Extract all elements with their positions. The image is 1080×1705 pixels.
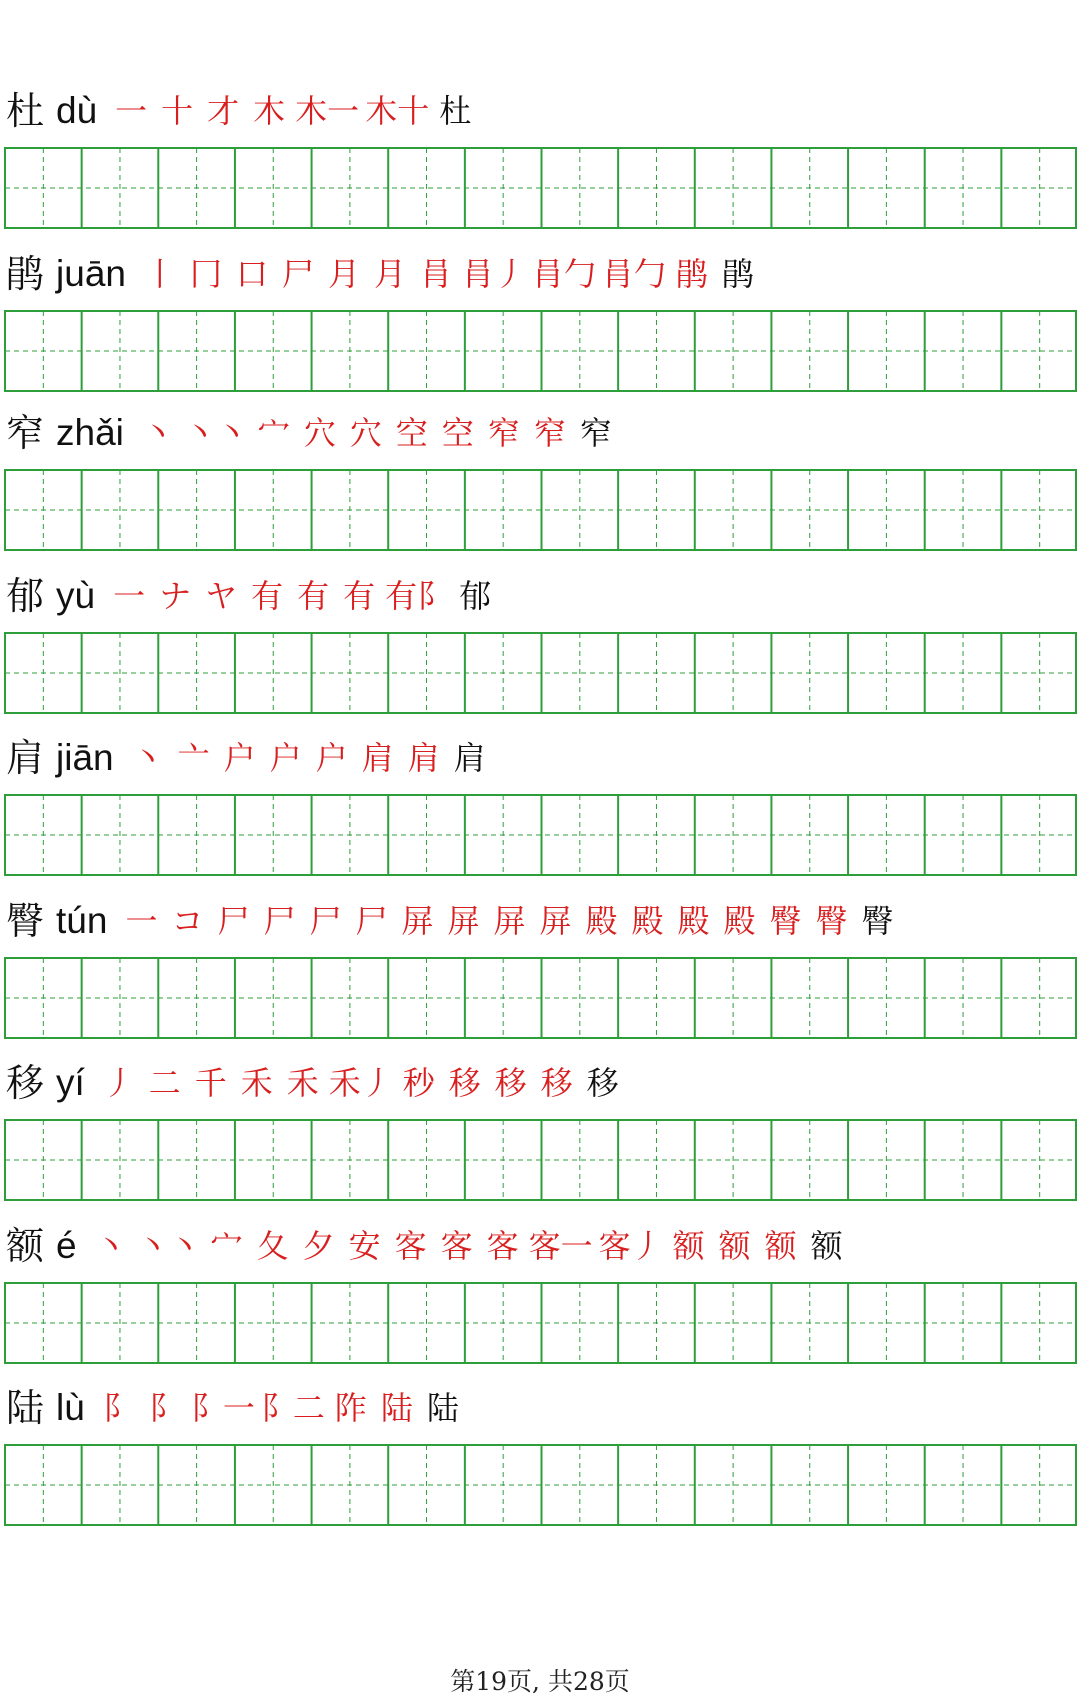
- stroke-step: 空: [441, 414, 474, 452]
- stroke-step: 客: [394, 1227, 427, 1265]
- stroke-step: 穴: [349, 414, 382, 452]
- stroke-order: [140, 252, 764, 296]
- stroke-step: 肙: [419, 255, 452, 293]
- stroke-step: 空: [395, 414, 428, 452]
- stroke-step: 鹃: [722, 255, 755, 293]
- stroke-step: 鹃: [676, 255, 709, 293]
- writing-grid[interactable]: [4, 147, 1077, 229]
- character: 肩: [6, 736, 45, 780]
- writing-grid[interactable]: [4, 1444, 1077, 1526]
- character: 臀: [6, 899, 45, 943]
- stroke-step: 户: [223, 739, 256, 777]
- stroke-order: [128, 736, 496, 780]
- stroke-step: 一: [113, 577, 146, 615]
- stroke-step: 客: [440, 1227, 473, 1265]
- stroke-step: 亠: [177, 739, 210, 777]
- stroke-step: 殿: [585, 902, 618, 940]
- stroke-step: 客丿: [598, 1227, 663, 1265]
- entry-heading: [6, 246, 764, 296]
- pinyin: yù: [56, 575, 96, 616]
- writing-grid[interactable]: [4, 1282, 1077, 1364]
- pinyin: dù: [56, 90, 98, 131]
- stroke-step: 殿: [631, 902, 664, 940]
- pinyin: jiān: [56, 737, 114, 778]
- writing-grid[interactable]: [4, 469, 1077, 551]
- stroke-step: 丨: [143, 255, 176, 293]
- stroke-step: 丿: [102, 1064, 135, 1102]
- page-footer: 第19页, 共28页: [450, 1667, 630, 1696]
- stroke-step: 有阝: [385, 577, 450, 615]
- stroke-step: 屏: [493, 902, 526, 940]
- stroke-order: [99, 1061, 629, 1105]
- stroke-step: 郁: [459, 577, 492, 615]
- stroke-order: [138, 411, 622, 455]
- stroke-step: 穴: [303, 414, 336, 452]
- stroke-step: 移: [494, 1064, 527, 1102]
- pinyin: tún: [56, 900, 108, 941]
- stroke-step: 二: [148, 1064, 181, 1102]
- stroke-step: 宀: [257, 414, 290, 452]
- stroke-step: 丶: [141, 414, 174, 452]
- character: 鹃: [6, 252, 45, 296]
- stroke-step: 月: [327, 255, 360, 293]
- stroke-step: 有: [297, 577, 330, 615]
- stroke-step: 才: [207, 92, 240, 130]
- writing-grid[interactable]: [4, 957, 1077, 1039]
- character: 陆: [6, 1386, 45, 1430]
- stroke-step: 移: [540, 1064, 573, 1102]
- pinyin: zhǎi: [56, 412, 124, 453]
- character: 郁: [6, 574, 45, 618]
- stroke-step: 窄: [487, 414, 520, 452]
- stroke-step: 额: [810, 1227, 843, 1265]
- stroke-step: 户: [269, 739, 302, 777]
- stroke-step: 额: [764, 1227, 797, 1265]
- stroke-step: 杜: [439, 92, 472, 130]
- stroke-step: ナ: [159, 577, 192, 615]
- stroke-step: 阝: [148, 1389, 181, 1427]
- stroke-order: [109, 574, 501, 618]
- stroke-step: 冂: [189, 255, 222, 293]
- stroke-step: 臀: [769, 902, 802, 940]
- entry-heading: [6, 568, 501, 618]
- stroke-step: 口: [235, 255, 268, 293]
- stroke-order: [99, 1386, 469, 1430]
- stroke-step: 额: [672, 1227, 705, 1265]
- writing-grid[interactable]: [4, 1119, 1077, 1201]
- character: 移: [6, 1061, 45, 1105]
- stroke-step: ヤ: [205, 577, 238, 615]
- entry-heading: [6, 1218, 853, 1268]
- stroke-step: 丶: [131, 739, 164, 777]
- stroke-step: 月: [373, 255, 406, 293]
- stroke-step: 丶丶: [136, 1227, 201, 1265]
- stroke-step: コ: [171, 902, 204, 940]
- stroke-step: 尸: [217, 902, 250, 940]
- stroke-step: 夂: [256, 1227, 289, 1265]
- stroke-step: 宀: [210, 1227, 243, 1265]
- entry-heading: [6, 730, 496, 780]
- stroke-step: 千: [194, 1064, 227, 1102]
- stroke-step: 丶丶: [183, 414, 248, 452]
- stroke-order: [121, 899, 903, 943]
- stroke-step: 有: [343, 577, 376, 615]
- stroke-step: 屏: [401, 902, 434, 940]
- stroke-order: [91, 1224, 853, 1268]
- stroke-step: 肙勹: [531, 255, 596, 293]
- character: 杜: [6, 89, 45, 133]
- stroke-step: 禾丿: [328, 1064, 393, 1102]
- pinyin: yí: [56, 1062, 85, 1103]
- stroke-step: 窄: [579, 414, 612, 452]
- pinyin: juān: [56, 253, 126, 294]
- stroke-step: 窄: [533, 414, 566, 452]
- stroke-step: 肩: [407, 739, 440, 777]
- stroke-step: 一: [115, 92, 148, 130]
- character: 窄: [6, 411, 45, 455]
- stroke-step: 阝二: [260, 1389, 325, 1427]
- stroke-step: 十: [161, 92, 194, 130]
- stroke-step: 肙丿: [461, 255, 526, 293]
- stroke-step: 禾: [286, 1064, 319, 1102]
- stroke-step: 臀: [861, 902, 894, 940]
- stroke-step: 殿: [677, 902, 710, 940]
- writing-grid[interactable]: [4, 794, 1077, 876]
- stroke-step: 尸: [281, 255, 314, 293]
- stroke-step: 屏: [447, 902, 480, 940]
- stroke-step: 尸: [355, 902, 388, 940]
- stroke-step: 移: [448, 1064, 481, 1102]
- stroke-step: 一: [125, 902, 158, 940]
- stroke-step: 陆: [380, 1389, 413, 1427]
- stroke-step: 陆: [426, 1389, 459, 1427]
- entry-heading: [6, 1380, 469, 1430]
- stroke-step: 肩: [361, 739, 394, 777]
- stroke-step: 有: [251, 577, 284, 615]
- writing-grid[interactable]: [4, 632, 1077, 714]
- stroke-step: 阝一: [190, 1389, 255, 1427]
- stroke-step: 夕: [302, 1227, 335, 1265]
- stroke-step: 木一: [295, 92, 360, 130]
- stroke-step: 木: [253, 92, 286, 130]
- stroke-step: 移: [586, 1064, 619, 1102]
- stroke-step: 秒: [402, 1064, 435, 1102]
- stroke-step: 殿: [723, 902, 756, 940]
- stroke-step: 肩: [453, 739, 486, 777]
- stroke-step: 木十: [365, 92, 430, 130]
- stroke-step: 户: [315, 739, 348, 777]
- stroke-step: 客: [486, 1227, 519, 1265]
- stroke-step: 安: [348, 1227, 381, 1265]
- stroke-step: 肙勹: [602, 255, 667, 293]
- pinyin: é: [56, 1225, 77, 1266]
- entry-heading: [6, 83, 481, 133]
- stroke-step: 禾: [240, 1064, 273, 1102]
- stroke-step: 屏: [539, 902, 572, 940]
- pinyin: lù: [56, 1387, 85, 1428]
- entry-heading: [6, 893, 903, 943]
- stroke-step: 额: [718, 1227, 751, 1265]
- stroke-step: 尸: [309, 902, 342, 940]
- stroke-step: 尸: [263, 902, 296, 940]
- stroke-order: [111, 89, 481, 133]
- stroke-step: 阼: [334, 1389, 367, 1427]
- stroke-step: 阝: [102, 1389, 135, 1427]
- writing-grid[interactable]: [4, 310, 1077, 392]
- character: 额: [6, 1224, 45, 1268]
- entry-heading: [6, 405, 622, 455]
- stroke-step: 丶: [94, 1227, 127, 1265]
- stroke-step: 客一: [528, 1227, 593, 1265]
- entry-heading: [6, 1055, 629, 1105]
- stroke-step: 臀: [815, 902, 848, 940]
